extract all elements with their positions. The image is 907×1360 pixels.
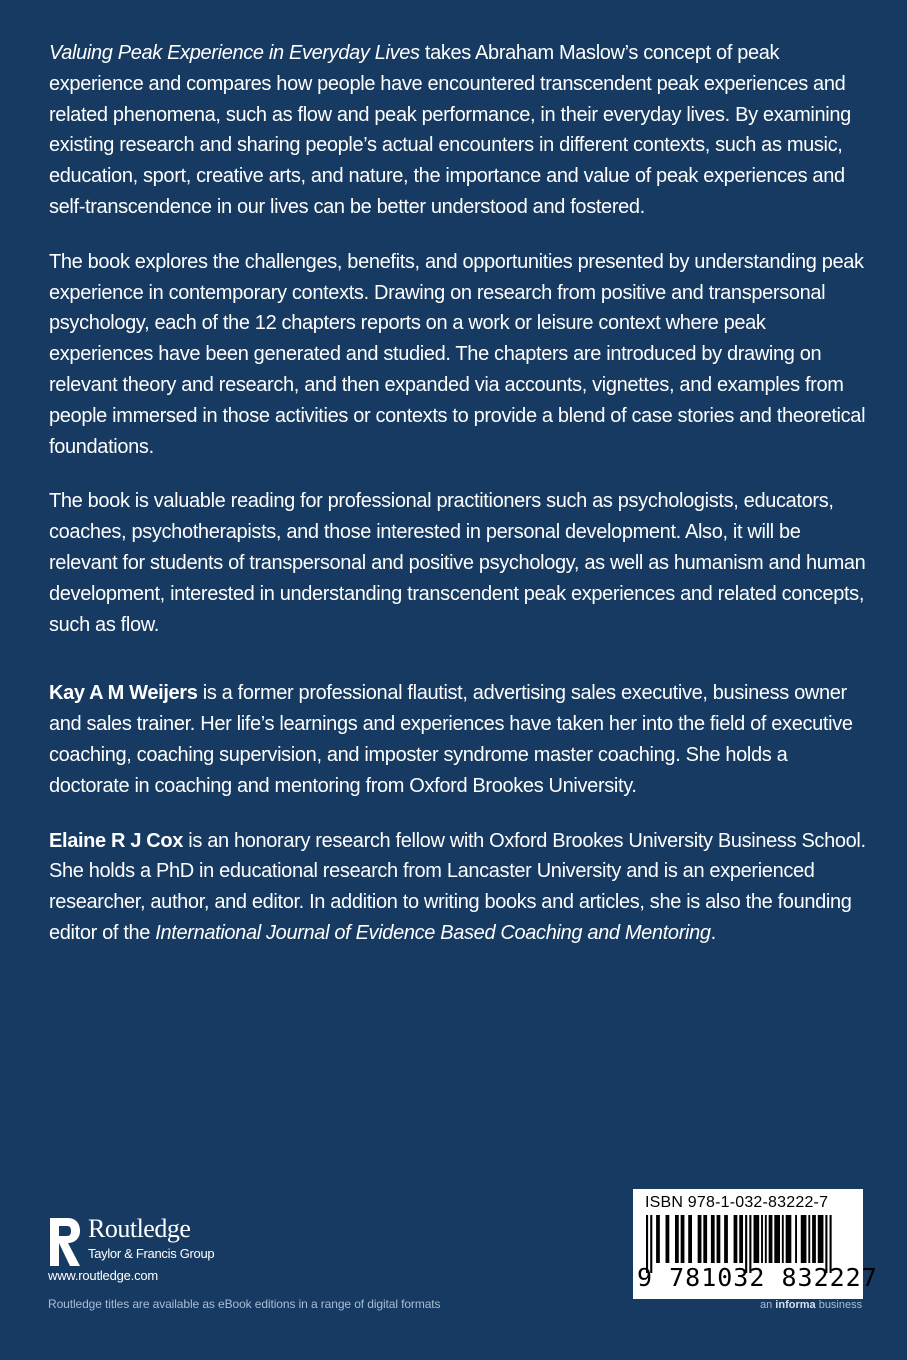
back-cover-blurb <box>49 38 869 973</box>
author-name-2: Elaine R J Cox <box>49 829 184 852</box>
barcode-bar <box>717 1215 721 1263</box>
barcode-bar <box>812 1215 816 1263</box>
barcode-bar <box>703 1215 707 1263</box>
isbn-label: ISBN 978-1-032-83222-7 <box>645 1194 829 1211</box>
barcode-bar <box>761 1215 763 1263</box>
ebook-note: Routledge titles are available as eBook editions in a range of digital formats <box>48 1297 441 1311</box>
barcode-bar <box>681 1215 685 1263</box>
barcode-bar <box>675 1215 679 1263</box>
barcode-bar <box>666 1215 670 1263</box>
informa-tagline <box>760 1298 862 1312</box>
publisher-group: Taylor & Francis Group <box>88 1246 215 1261</box>
publisher-block <box>48 1214 268 1284</box>
barcode-bar <box>698 1215 702 1263</box>
description-paragraph-2: The book explores the challenges, benefits, and opportunities presented by understanding peak experience in contemporary contexts. Drawing on research from positive and transpersonal psychology, each of the 12 chapters reports on a work or leisure context where peak experiences have been generated and studied. The chapters are introduced by drawing on relevant theory and research, and then expanded via accounts, vignettes, and examples from people immersed in those activities or contexts to provide a blend of case stories and theoretical foundations. <box>49 250 866 458</box>
publisher-url[interactable]: www.routledge.com <box>48 1268 159 1283</box>
barcode-bar <box>724 1215 728 1263</box>
barcode-bar <box>818 1215 824 1263</box>
isbn-barcode <box>633 1189 878 1299</box>
barcode-bar <box>765 1215 767 1263</box>
informa-brand: informa <box>775 1299 816 1311</box>
author-bio-end: . <box>710 921 716 944</box>
barcode-bar <box>739 1215 743 1263</box>
barcode-bar <box>795 1215 797 1263</box>
routledge-logo-icon <box>48 1216 82 1268</box>
barcode-bar <box>808 1215 810 1263</box>
barcode-bar <box>786 1215 792 1263</box>
author-bio-text-2: is an honorary research fellow with Oxford Brookes University Business School. She holds a PhD in educational research from Lancaster University and is an experienced researcher, author, and editor. In addition to writing books and articles, she is also the founding editor of the <box>49 829 866 944</box>
barcode-bar <box>711 1215 715 1263</box>
author-name-1: Kay A M Weijers <box>49 682 198 705</box>
informa-prefix: an <box>760 1299 776 1311</box>
journal-title: International Journal of Evidence Based Coaching and Mentoring <box>155 921 711 944</box>
ean-digits: 9 781032 832227 <box>637 1263 878 1292</box>
author-bio-1 <box>49 678 869 801</box>
barcode-bar <box>688 1215 692 1263</box>
author-bio-2 <box>49 826 869 949</box>
barcode-bar <box>801 1215 807 1263</box>
description-text-1: takes Abraham Maslow’s concept of peak experience and compares how people have encountered transcendent peak experiences and related phenomena, such as flow and peak performance, in their everyday lives. By examining existing research and sharing people’s actual encounters in different contexts, such as music, education, sport, creative arts, and nature, the importance and value of peak experiences and self-transcendence in our lives can be better understood and fostered. <box>49 42 851 218</box>
informa-suffix: business <box>815 1299 863 1311</box>
barcode-bar <box>782 1215 784 1263</box>
barcode-bar <box>774 1215 780 1263</box>
author-bio-text-1: is a former professional flautist, advertising sales executive, business owner and sales trainer. Her life’s learnings and experiences have taken her into the field of executive coaching, coaching supervision, and imposter syndrome master coaching. She holds a doctorate in coaching and mentoring from Oxford Brookes University. <box>49 682 853 797</box>
barcode-bar <box>769 1215 773 1263</box>
description-paragraph-3: The book is valuable reading for professional practitioners such as psychologists, educators, coaches, psychotherapists, and those interested in personal development. Also, it will be relevant for students of transpersonal and positive psychology, as well as humanism and human development, interested in understanding transcendent peak experiences and related concepts, such as flow. <box>49 490 866 636</box>
barcode-bar <box>656 1215 660 1263</box>
barcode-bar <box>754 1215 760 1263</box>
publisher-name: Routledge <box>88 1214 191 1243</box>
book-title: Valuing Peak Experience in Everyday Lives <box>49 42 420 64</box>
description-paragraph-1 <box>49 38 869 223</box>
barcode-bar <box>734 1215 738 1263</box>
